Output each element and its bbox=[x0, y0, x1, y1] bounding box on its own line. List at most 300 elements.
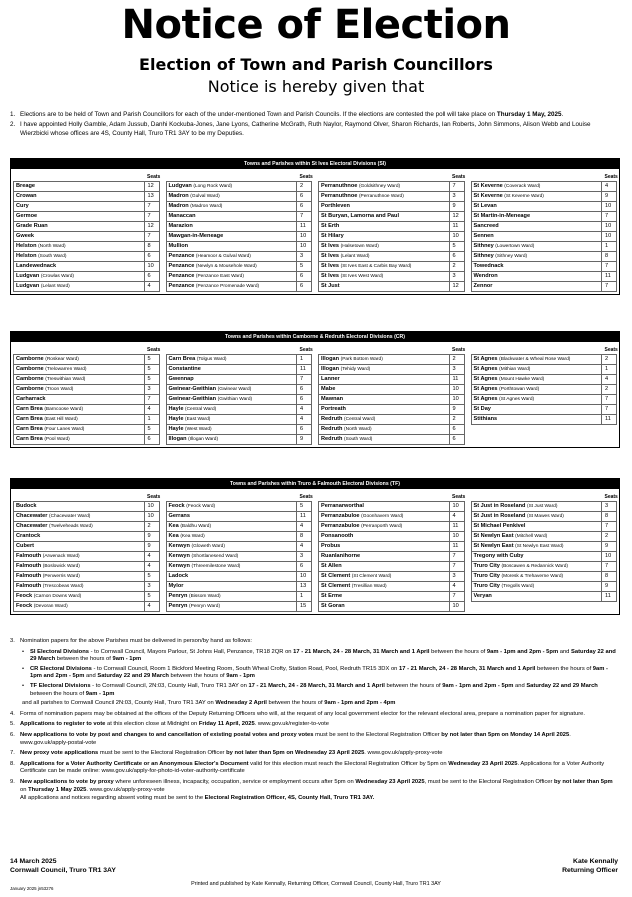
parish-row bbox=[166, 241, 312, 251]
ward-name: (Roskear Ward) bbox=[45, 357, 79, 362]
parish-row bbox=[166, 374, 312, 384]
ward-name: (St Ives West Ward) bbox=[340, 274, 384, 279]
parish-column bbox=[13, 346, 160, 445]
parish-name: Landewednack bbox=[16, 263, 57, 269]
seats-header: Seats bbox=[452, 173, 466, 180]
parish-column bbox=[166, 493, 313, 612]
parish-row bbox=[14, 261, 160, 271]
ward-name: (Penwerris Ward) bbox=[42, 574, 80, 579]
parish-row bbox=[166, 591, 312, 601]
parish-row bbox=[14, 404, 160, 414]
ward-name: (East Hill Ward) bbox=[44, 417, 78, 422]
seat-count: 2 bbox=[297, 181, 312, 191]
page-title: Notice of Election bbox=[121, 2, 511, 48]
parish-row bbox=[14, 511, 160, 521]
note-4: 4. Forms of nomination papers may be obtained at the offices of the Deputy Returning Officers who will, at the request of any local government elector for the relevant electoral area, prepare a nomination paper for signature. bbox=[10, 710, 585, 717]
ward-name: (Perranporth Ward) bbox=[361, 524, 403, 529]
seat-count: 6 bbox=[449, 251, 464, 261]
seat-count: 7 bbox=[144, 201, 159, 211]
parish-name: Budock bbox=[16, 503, 37, 509]
parish-table bbox=[166, 346, 313, 445]
seat-count: 9 bbox=[297, 434, 312, 444]
seat-count: 11 bbox=[297, 364, 312, 374]
parish-name: Falmouth bbox=[16, 553, 42, 559]
parish-name: Penryn bbox=[168, 593, 188, 599]
parish-row bbox=[319, 281, 465, 291]
seat-count: 7 bbox=[602, 521, 617, 531]
seat-count: 11 bbox=[297, 221, 312, 231]
parish-row bbox=[166, 531, 312, 541]
ward-name: (Treswithian Ward) bbox=[45, 377, 86, 382]
seat-count: 1 bbox=[144, 414, 159, 424]
ward-name: (Lelant Ward) bbox=[40, 284, 70, 289]
seats-header: Seats bbox=[452, 493, 466, 500]
seat-count: 12 bbox=[449, 281, 464, 291]
parish-row bbox=[166, 571, 312, 581]
parish-row bbox=[166, 434, 312, 444]
parish-row bbox=[471, 181, 617, 191]
seat-count: 6 bbox=[144, 271, 159, 281]
parish-name: Perranarworthal bbox=[321, 503, 364, 509]
parish-name: Truro City bbox=[473, 573, 500, 579]
parish-row bbox=[319, 211, 465, 221]
ward-name: (Gulval Ward) bbox=[190, 194, 220, 199]
seat-count: 7 bbox=[449, 591, 464, 601]
seat-count: 10 bbox=[297, 241, 312, 251]
parish-name: Penryn bbox=[168, 603, 188, 609]
parish-name: Redruth bbox=[321, 426, 343, 432]
ward-name: (Boscawen & Redannick Ward) bbox=[501, 564, 568, 569]
seat-count: 10 bbox=[602, 201, 617, 211]
seat-count: 1 bbox=[602, 241, 617, 251]
seat-count: 12 bbox=[144, 181, 159, 191]
ward-name: (Troon Ward) bbox=[45, 387, 74, 392]
seat-count: 13 bbox=[144, 191, 159, 201]
parish-row bbox=[319, 424, 465, 434]
seat-count: 8 bbox=[144, 241, 159, 251]
parish-name: Helston bbox=[16, 243, 37, 249]
ward-name: (Chacewater Ward) bbox=[48, 514, 91, 519]
ward-name: (Pool Ward) bbox=[44, 437, 70, 442]
parish-row bbox=[14, 414, 160, 424]
ward-name: (Kea Ward) bbox=[180, 534, 205, 539]
parish-name: Ponsanooth bbox=[321, 533, 354, 539]
parish-row bbox=[14, 211, 160, 221]
parish-row bbox=[471, 414, 617, 424]
parish-name: St Ives bbox=[321, 243, 340, 249]
imprint: Printed and published by Kate Kennally, Returning Officer, Cornwall Council, County Hall, Truro TR1 3AY bbox=[191, 881, 441, 887]
intro-text: Elections are to be held of Town and Parish Councillors for each of the under-mentioned Town and Parish Councils. If the elections are contested the poll will take place on bbox=[20, 111, 497, 118]
parish-row bbox=[166, 231, 312, 241]
parish-name: Falmouth bbox=[16, 573, 42, 579]
parish-name: St Keverne bbox=[473, 193, 503, 199]
seat-count: 5 bbox=[297, 261, 312, 271]
parish-row bbox=[471, 511, 617, 521]
parish-name: Camborne bbox=[16, 376, 44, 382]
seat-count: 3 bbox=[449, 571, 464, 581]
parish-row bbox=[471, 221, 617, 231]
parish-row bbox=[14, 601, 160, 611]
seats-header: Seats bbox=[299, 173, 313, 180]
seats-header: Seats bbox=[147, 493, 161, 500]
seat-count: 4 bbox=[144, 404, 159, 414]
ward-name: (Penzance Promenade Ward) bbox=[195, 284, 260, 289]
seat-count: 8 bbox=[602, 511, 617, 521]
parish-name: St Clement bbox=[321, 573, 351, 579]
ward-name: (Tehidy Ward) bbox=[340, 367, 371, 372]
parish-name: Mullion bbox=[168, 243, 189, 249]
seat-count: 6 bbox=[297, 561, 312, 571]
parish-name: St Ives bbox=[321, 273, 340, 279]
ward-name: (Newlyn & Mousehole Ward) bbox=[195, 264, 257, 269]
seat-count: 7 bbox=[144, 231, 159, 241]
parish-name: St Newlyn East bbox=[473, 543, 514, 549]
parish-name: Mawgan-in-Meneage bbox=[168, 233, 224, 239]
parish-row bbox=[14, 231, 160, 241]
parish-row bbox=[319, 271, 465, 281]
parish-row bbox=[471, 271, 617, 281]
parish-row bbox=[14, 181, 160, 191]
seat-count: 5 bbox=[297, 501, 312, 511]
parish-name: St Ives bbox=[321, 253, 340, 259]
parish-name: Illogan bbox=[321, 356, 340, 362]
parish-name: Carn Brea bbox=[168, 356, 196, 362]
parish-name: Mylor bbox=[168, 583, 184, 589]
parish-name: Madron bbox=[168, 193, 189, 199]
seat-count: 1 bbox=[297, 591, 312, 601]
seat-count: 9 bbox=[602, 541, 617, 551]
parish-row bbox=[319, 394, 465, 404]
parish-name: Penzance bbox=[168, 283, 195, 289]
ward-name: (St Keverne Ward) bbox=[504, 194, 544, 199]
parish-row bbox=[471, 394, 617, 404]
seat-count: 9 bbox=[144, 531, 159, 541]
ward-name: (Feock Ward) bbox=[186, 504, 216, 509]
seat-count: 7 bbox=[449, 551, 464, 561]
parish-row bbox=[319, 551, 465, 561]
parish-name: Constantine bbox=[168, 366, 201, 372]
seat-count: 2 bbox=[449, 354, 464, 364]
seat-count: 8 bbox=[602, 251, 617, 261]
seat-count: 4 bbox=[144, 281, 159, 291]
parish-row bbox=[14, 374, 160, 384]
parish-row bbox=[166, 271, 312, 281]
parish-row bbox=[166, 581, 312, 591]
seat-count: 4 bbox=[297, 541, 312, 551]
ward-name: (Lelant Ward) bbox=[340, 254, 370, 259]
ward-name: (North Ward) bbox=[344, 427, 372, 432]
parish-column bbox=[318, 493, 465, 612]
section-camborne-redruth bbox=[10, 331, 620, 448]
ward-name: (Park Bottom Ward) bbox=[340, 357, 383, 362]
parish-name: Marazion bbox=[168, 223, 193, 229]
parish-row bbox=[14, 191, 160, 201]
parish-row bbox=[166, 541, 312, 551]
parish-row bbox=[319, 231, 465, 241]
seat-count: 1 bbox=[602, 364, 617, 374]
seats-header: Seats bbox=[604, 173, 618, 180]
notice-date: 14 March 2025 bbox=[10, 858, 57, 865]
parish-name: St Just bbox=[321, 283, 340, 289]
parish-name: Gwinear-Gwithian bbox=[168, 396, 217, 402]
parish-row bbox=[319, 374, 465, 384]
seat-count: 9 bbox=[449, 404, 464, 414]
parish-column bbox=[318, 346, 465, 445]
parish-name: Lanner bbox=[321, 376, 340, 382]
seats-header: Seats bbox=[604, 346, 618, 353]
ward-name: (Coverack Ward) bbox=[504, 184, 541, 189]
ward-name: (Goldsithney Ward) bbox=[358, 184, 401, 189]
parish-row bbox=[319, 531, 465, 541]
parish-name: St Hilary bbox=[321, 233, 344, 239]
ward-name: (South Ward) bbox=[38, 254, 67, 259]
item-number: 1. bbox=[10, 111, 16, 118]
seat-count: 6 bbox=[449, 434, 464, 444]
ward-name: (Trescobeas Ward) bbox=[42, 584, 84, 589]
intro-text: I have appointed Holly Gamble, Adam Jussub, Danhi Kockuba-Jones, Jane Lyons, Catherine McGrath, Ruth Naylor, Raymond Olver, Sharon Richards, Ian Roberts, John Simmons, Alison Webb and Louise Wierzbicki whose offices are 4S, County Hall, Truro TR1 3AY to be my Deputies. bbox=[20, 121, 591, 137]
ward-name: (Tolgus Ward) bbox=[196, 357, 227, 362]
note-6: 6. New applications to vote by post and changes to and cancellation of existing postal votes and proxy votes must be sent to the Electoral Registration Officer by not later than 5pm on Monday 14 April 2025. www.gov.uk/apply-postal-vote bbox=[10, 731, 571, 746]
seat-count: 4 bbox=[144, 551, 159, 561]
parish-row bbox=[14, 251, 160, 261]
parish-column bbox=[471, 493, 618, 612]
seat-count: 9 bbox=[602, 191, 617, 201]
parish-column bbox=[166, 346, 313, 445]
parish-name: Breage bbox=[16, 183, 35, 189]
intro-item: 1. Elections are to be held of Town and Parish Councillors for each of the under-mentioned Town and Parish Councils. If the elections are contested the poll will take place on Thursday 1 May, 2025. bbox=[10, 111, 564, 118]
parish-name: St Allen bbox=[321, 563, 342, 569]
seat-count: 3 bbox=[449, 271, 464, 281]
parish-name: St Goran bbox=[321, 603, 345, 609]
ward-name: (Mount Hawke Ward) bbox=[499, 377, 545, 382]
note-9: 9. New applications to vote by proxy where unforeseen illness, incapacity, occupation, service or employment occurs after 5pm on Wednesday 23 April 2025, must be sent to the Electoral Registration Officer by not later than 5pm on Thursday 1 May 2025. www.gov.uk/apply-proxy-vote bbox=[10, 778, 613, 793]
parish-name: Sithney bbox=[473, 253, 494, 259]
ward-name: (South Ward) bbox=[344, 437, 373, 442]
seat-count: 2 bbox=[144, 521, 159, 531]
parish-row bbox=[166, 501, 312, 511]
parish-row bbox=[319, 241, 465, 251]
seat-count: 4 bbox=[602, 181, 617, 191]
parish-row bbox=[14, 434, 160, 444]
parish-name: Stithians bbox=[473, 416, 498, 422]
seat-count: 12 bbox=[144, 221, 159, 231]
parish-row bbox=[319, 404, 465, 414]
council-address: Cornwall Council, Truro TR1 3AY bbox=[10, 867, 116, 874]
parish-name: Mawnan bbox=[321, 396, 344, 402]
parish-table bbox=[13, 346, 160, 445]
ward-name: (St Clement Ward) bbox=[351, 574, 392, 579]
seat-count: 5 bbox=[144, 364, 159, 374]
parish-row bbox=[14, 521, 160, 531]
parish-row bbox=[471, 591, 617, 601]
parish-row bbox=[14, 221, 160, 231]
parish-name: Penzance bbox=[168, 263, 195, 269]
parish-name: Kenwyn bbox=[168, 543, 190, 549]
parish-name: Gweek bbox=[16, 233, 35, 239]
parish-table bbox=[471, 346, 618, 425]
section-truro-falmouth bbox=[10, 478, 620, 615]
parish-name: Portreath bbox=[321, 406, 346, 412]
parish-row bbox=[14, 424, 160, 434]
parish-name: Penzance bbox=[168, 273, 195, 279]
parish-name: St Agnes bbox=[473, 396, 498, 402]
seat-count: 5 bbox=[144, 374, 159, 384]
seat-count: 2 bbox=[602, 384, 617, 394]
parish-name: Truro City bbox=[473, 583, 500, 589]
parish-row bbox=[166, 414, 312, 424]
parish-name: Carharrack bbox=[16, 396, 46, 402]
seat-count: 5 bbox=[144, 354, 159, 364]
section-title: Towns and Parishes within St Ives Electoral Divisions (SI) bbox=[11, 159, 619, 169]
ward-name: (Twelveheads Ward) bbox=[48, 524, 93, 529]
seats-header: Seats bbox=[299, 346, 313, 353]
returning-officer-name: Kate Kennally bbox=[573, 858, 618, 865]
parish-row bbox=[319, 201, 465, 211]
item-number: 2. bbox=[10, 121, 16, 129]
ward-name: (Lowertown Ward) bbox=[495, 244, 535, 249]
parish-row bbox=[319, 221, 465, 231]
parish-name: Porthleven bbox=[321, 203, 350, 209]
parish-row bbox=[14, 281, 160, 291]
seat-count: 4 bbox=[297, 521, 312, 531]
parish-name: Germoe bbox=[16, 213, 38, 219]
seat-count: 10 bbox=[297, 571, 312, 581]
parish-row bbox=[166, 261, 312, 271]
ward-name: (Gloweth Ward) bbox=[191, 544, 225, 549]
seat-count: 7 bbox=[602, 281, 617, 291]
seat-count: 4 bbox=[144, 561, 159, 571]
parish-row bbox=[319, 501, 465, 511]
parish-row bbox=[14, 501, 160, 511]
page-subtitle: Election of Town and Parish Councillors bbox=[139, 55, 493, 74]
reference-code: January 2025 jn53276 bbox=[10, 886, 54, 891]
seats-header: Seats bbox=[147, 346, 161, 353]
ward-name: (Four Lanes Ward) bbox=[44, 427, 85, 432]
parish-row bbox=[319, 601, 465, 611]
parish-table bbox=[318, 173, 465, 292]
parish-name: Madron bbox=[168, 203, 189, 209]
seat-count: 6 bbox=[297, 281, 312, 291]
parish-row bbox=[166, 281, 312, 291]
parish-name: St Just in Roseland bbox=[473, 513, 526, 519]
note-3: 3. Nomination papers for the above Parishes must be delivered in person/by hand as follows: bbox=[10, 638, 253, 644]
parish-name: Kenwyn bbox=[168, 553, 190, 559]
seats-header: Seats bbox=[452, 346, 466, 353]
returning-officer-role: Returning Officer bbox=[562, 867, 618, 874]
parish-column bbox=[13, 173, 160, 292]
parish-name: Sancreed bbox=[473, 223, 499, 229]
parish-name: Sithney bbox=[473, 243, 494, 249]
note-7: 7. New proxy vote applications must be sent to the Electoral Registration Officer by not later than 5pm on Wednesday 23 April 2025. www.gov.uk/apply-proxy-vote bbox=[10, 750, 443, 757]
note-tf: • TF Electoral Divisions - to Cornwall Council, 2N:03, County Hall, Truro TR1 3AY on 17 - 21 March, 24 - 28 March, 31 March and 1 April between the hours of 9am - 1pm and 2pm - 5pm and Saturday 22 and 29 March between the hours of 9am - 1pm bbox=[22, 682, 598, 697]
parish-row bbox=[471, 231, 617, 241]
parish-name: Hayle bbox=[168, 426, 184, 432]
seat-count: 2 bbox=[602, 531, 617, 541]
parish-row bbox=[166, 424, 312, 434]
seat-count: 7 bbox=[297, 374, 312, 384]
ward-name: (Moresk & Trehaverne Ward) bbox=[501, 574, 564, 579]
parish-name: St Levan bbox=[473, 203, 497, 209]
seats-header: Seats bbox=[299, 493, 313, 500]
parish-row bbox=[471, 501, 617, 511]
parish-name: Cubert bbox=[16, 543, 35, 549]
parish-row bbox=[319, 191, 465, 201]
ward-name: (Central Ward) bbox=[185, 407, 217, 412]
seat-count: 10 bbox=[602, 221, 617, 231]
seat-count: 4 bbox=[297, 404, 312, 414]
ward-name: (Madron Ward) bbox=[190, 204, 223, 209]
ward-name: (Gwinear Ward) bbox=[217, 387, 252, 392]
ward-name: (Baldhu Ward) bbox=[180, 524, 212, 529]
parish-row bbox=[319, 521, 465, 531]
parish-name: Penzance bbox=[168, 253, 195, 259]
ward-name: (Mitchell Ward) bbox=[515, 534, 548, 539]
parish-name: Camborne bbox=[16, 366, 44, 372]
parish-row bbox=[319, 354, 465, 364]
ward-name: (Carnon Downs Ward) bbox=[33, 594, 82, 599]
seat-count: 6 bbox=[297, 424, 312, 434]
ward-name: (Central Ward) bbox=[344, 417, 376, 422]
seat-count: 2 bbox=[602, 354, 617, 364]
seat-count: 11 bbox=[602, 591, 617, 601]
ward-name: (Crowlas Ward) bbox=[40, 274, 75, 279]
seat-count: 3 bbox=[449, 364, 464, 374]
parish-row bbox=[471, 521, 617, 531]
parish-row bbox=[319, 384, 465, 394]
parish-table bbox=[13, 493, 160, 612]
parish-name: Carn Brea bbox=[16, 436, 43, 442]
ward-name: (Heamoor & Gulval Ward) bbox=[195, 254, 251, 259]
parish-name: Redruth bbox=[321, 436, 343, 442]
notes-list bbox=[10, 638, 620, 803]
seat-count: 6 bbox=[449, 424, 464, 434]
parish-row bbox=[14, 241, 160, 251]
ward-name: (St Mawes Ward) bbox=[526, 514, 564, 519]
parish-row bbox=[319, 581, 465, 591]
seat-count: 11 bbox=[297, 511, 312, 521]
seat-count: 7 bbox=[297, 211, 312, 221]
seat-count: 7 bbox=[144, 211, 159, 221]
parish-name: Gerrans bbox=[168, 513, 190, 519]
parish-name: Kea bbox=[168, 533, 179, 539]
parish-name: Probus bbox=[321, 543, 341, 549]
parish-name: Perranuthnoe bbox=[321, 183, 358, 189]
parish-row bbox=[14, 561, 160, 571]
parish-name: Carn Brea bbox=[16, 416, 43, 422]
parish-row bbox=[319, 434, 465, 444]
parish-row bbox=[319, 364, 465, 374]
parish-table bbox=[166, 493, 313, 612]
seat-count: 7 bbox=[602, 561, 617, 571]
ward-name: (Threemilestone Ward) bbox=[191, 564, 241, 569]
parish-name: St Erme bbox=[321, 593, 343, 599]
seat-count: 7 bbox=[449, 181, 464, 191]
parish-row bbox=[319, 591, 465, 601]
seat-count: 10 bbox=[449, 501, 464, 511]
parish-column bbox=[471, 173, 618, 292]
ward-name: (Devoran Ward) bbox=[33, 604, 68, 609]
note-9-all: All applications and notices regarding absent voting must be sent to the Electoral Registration Officer, 4S, County Hall, Truro TR1 3AY. bbox=[20, 795, 375, 802]
parish-row bbox=[471, 251, 617, 261]
parish-name: St Agnes bbox=[473, 366, 498, 372]
seat-count: 10 bbox=[602, 231, 617, 241]
parish-row bbox=[166, 191, 312, 201]
ward-name: (Trelowarren Ward) bbox=[45, 367, 87, 372]
seat-count: 8 bbox=[297, 531, 312, 541]
parish-name: Ruanlanihorne bbox=[321, 553, 361, 559]
seat-count: 6 bbox=[297, 201, 312, 211]
notice-line: Notice is hereby given that bbox=[207, 77, 425, 96]
